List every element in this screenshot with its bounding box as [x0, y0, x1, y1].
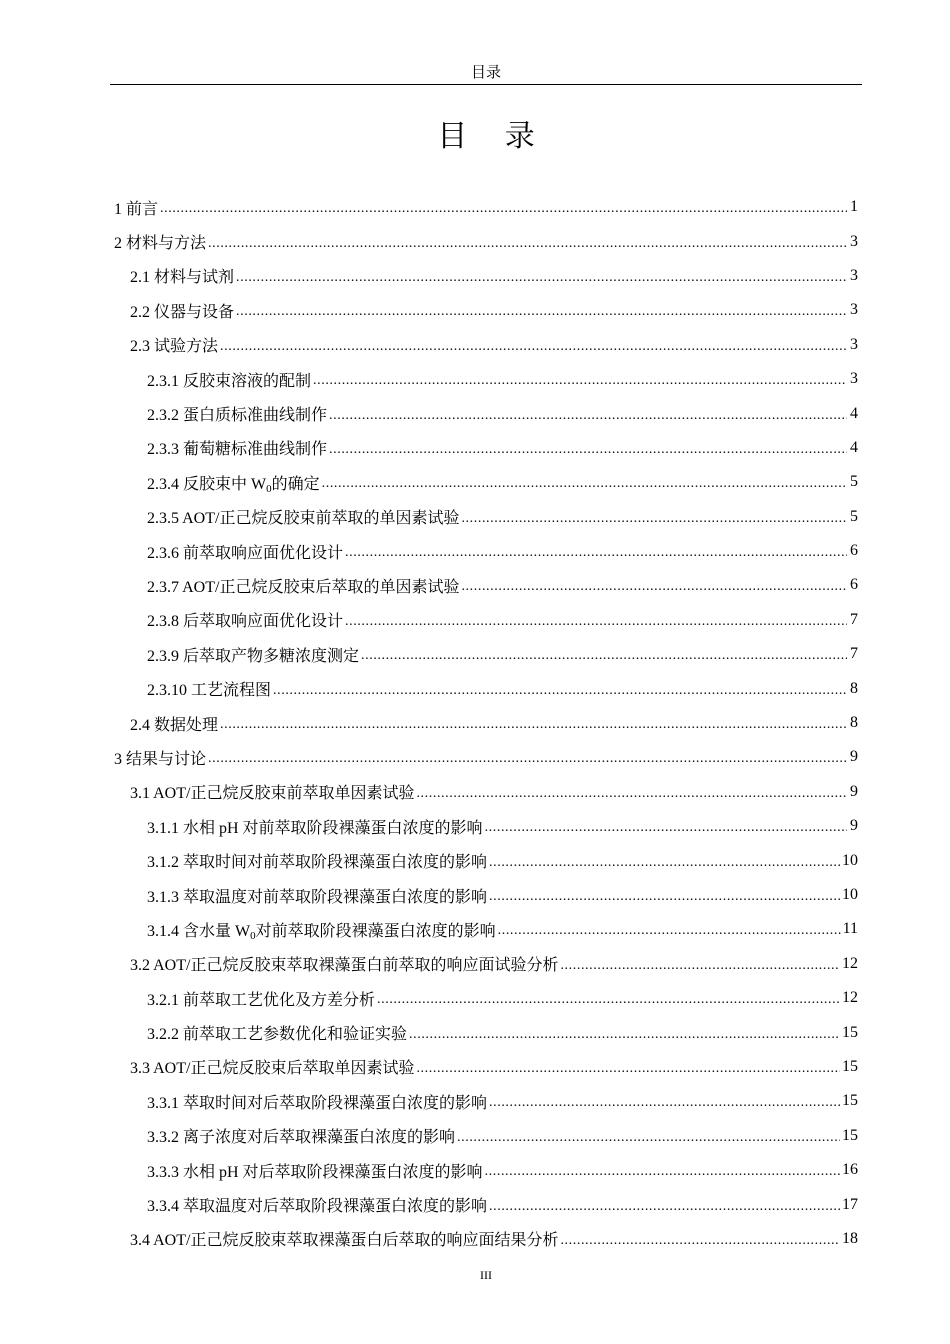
- toc-entry-label: 2.3.2 蛋白质标准曲线制作: [147, 407, 328, 425]
- toc-entry[interactable]: [110, 775, 862, 809]
- toc-entry-label: 3.1 AOT/正己烷反胶束前萃取单因素试验: [130, 785, 415, 803]
- toc-entry[interactable]: [110, 362, 862, 396]
- toc-entry[interactable]: [110, 671, 862, 705]
- dot-leader: [416, 1060, 840, 1076]
- toc-entry-label: 2.2 仪器与设备: [130, 303, 235, 321]
- dot-leader: [560, 957, 840, 973]
- dot-leader: [273, 682, 847, 698]
- toc-entry-page: 15: [842, 1092, 858, 1110]
- dot-leader: [236, 303, 847, 319]
- toc-entry-label: 2.3.1 反胶束溶液的配制: [147, 372, 312, 390]
- toc-entry-label: 2.3 试验方法: [130, 338, 219, 356]
- toc-entry[interactable]: [110, 706, 862, 740]
- toc-entry-label: 3.1.1 水相 pH 对前萃取阶段裸藻蛋白浓度的影响: [147, 819, 483, 837]
- dot-leader: [208, 235, 847, 251]
- toc-entry[interactable]: [110, 328, 862, 362]
- toc-entry-label: 2.3.3 葡萄糖标准曲线制作: [147, 441, 328, 459]
- subscript: 0: [266, 482, 272, 495]
- toc-entry-page: 17: [842, 1195, 858, 1213]
- toc-entry-page: 9: [850, 817, 858, 835]
- toc-entry[interactable]: [110, 1119, 862, 1153]
- dot-leader: [457, 1129, 840, 1145]
- dot-leader: [220, 338, 847, 354]
- toc-entry-label: 2.3.10 工艺流程图: [147, 682, 272, 700]
- toc-entry-label: 3.3.1 萃取时间对后萃取阶段裸藻蛋白浓度的影响: [147, 1094, 488, 1112]
- toc-entry-page: 15: [842, 1023, 858, 1041]
- toc-entry[interactable]: [110, 224, 862, 258]
- toc-entry-label: 3.2.1 前萃取工艺优化及方差分析: [147, 991, 376, 1009]
- running-header: 目录: [470, 65, 501, 81]
- toc-entry[interactable]: [110, 534, 862, 568]
- toc-entry[interactable]: [110, 1050, 862, 1084]
- toc-entry[interactable]: [110, 190, 862, 224]
- toc-entry-label: 3.1.2 萃取时间对前萃取阶段裸藻蛋白浓度的影响: [147, 854, 488, 872]
- dot-leader: [498, 922, 841, 938]
- toc-entry-label: 3.4 AOT/正己烷反胶束萃取裸藻蛋白后萃取的响应面结果分析: [130, 1232, 559, 1250]
- dot-leader: [329, 441, 847, 457]
- dot-leader: [560, 1232, 840, 1248]
- toc-entry-page: 3: [850, 370, 858, 388]
- toc-entry-page: 4: [850, 404, 858, 422]
- toc-list: [110, 190, 862, 1256]
- toc-entry-page: 8: [850, 714, 858, 732]
- dot-leader: [322, 475, 847, 491]
- toc-entry-page: 5: [850, 507, 858, 525]
- toc-entry-page: 3: [850, 232, 858, 250]
- dot-leader: [377, 991, 840, 1007]
- dot-leader: [345, 544, 847, 560]
- dot-leader: [485, 1163, 840, 1179]
- toc-entry-page: 6: [850, 542, 858, 560]
- toc-entry[interactable]: [110, 809, 862, 843]
- dot-leader: [461, 578, 847, 594]
- header-rule: [110, 84, 862, 85]
- toc-entry-label: 2.4 数据处理: [130, 716, 219, 734]
- toc-entry-label: 2.3.4 反胶束中 $W_0$的确定: [147, 475, 320, 495]
- toc-entry-label: 1 前言: [114, 200, 159, 218]
- toc-entry-page: 11: [842, 920, 858, 938]
- dot-leader: [489, 854, 840, 870]
- dot-leader: [489, 1198, 840, 1214]
- toc-entry-page: 18: [842, 1229, 858, 1247]
- toc-entry-label: 2.1 材料与试剂: [130, 269, 235, 287]
- toc-entry[interactable]: [110, 1187, 862, 1221]
- toc-entry-label: 3.3.3 水相 pH 对后萃取阶段裸藻蛋白浓度的影响: [147, 1163, 483, 1181]
- toc-entry[interactable]: [110, 1084, 862, 1118]
- toc-entry[interactable]: [110, 1015, 862, 1049]
- dot-leader: [313, 372, 847, 388]
- toc-entry-page: 8: [850, 679, 858, 697]
- toc-entry-page: 3: [850, 266, 858, 284]
- toc-entry-label: 3.1.3 萃取温度对前萃取阶段裸藻蛋白浓度的影响: [147, 888, 488, 906]
- toc-entry[interactable]: [110, 500, 862, 534]
- toc-entry-page: 12: [842, 954, 858, 972]
- toc-entry-label: 2.3.8 后萃取响应面优化设计: [147, 613, 344, 631]
- toc-entry-label: 3.3.4 萃取温度对后萃取阶段裸藻蛋白浓度的影响: [147, 1198, 488, 1216]
- dot-leader: [236, 269, 847, 285]
- toc-entry-page: 7: [850, 645, 858, 663]
- dot-leader: [409, 1026, 840, 1042]
- dot-leader: [361, 647, 847, 663]
- toc-entry[interactable]: [110, 947, 862, 981]
- toc-entry-label: 2.3.6 前萃取响应面优化设计: [147, 544, 344, 562]
- toc-entry[interactable]: [110, 259, 862, 293]
- toc-entry-page: 10: [842, 851, 858, 869]
- toc-entry[interactable]: [110, 878, 862, 912]
- toc-entry[interactable]: [110, 1153, 862, 1187]
- dot-leader: [345, 613, 847, 629]
- toc-entry[interactable]: [110, 465, 862, 499]
- toc-entry[interactable]: [110, 396, 862, 430]
- toc-entry-label: 3 结果与讨论: [114, 750, 207, 768]
- toc-entry-page: 9: [850, 782, 858, 800]
- toc-entry[interactable]: [110, 568, 862, 602]
- toc-entry-label: 2.3.7 AOT/正己烷反胶束后萃取的单因素试验: [147, 578, 460, 596]
- subscript: 0: [250, 929, 256, 942]
- dot-leader: [489, 1094, 840, 1110]
- toc-entry-label: 2.3.9 后萃取产物多糖浓度测定: [147, 647, 360, 665]
- toc-entry-label: 3.1.4 含水量 $W_0$对前萃取阶段裸藻蛋白浓度的影响: [147, 922, 496, 942]
- toc-entry-page: 12: [842, 989, 858, 1007]
- toc-entry-page: 3: [850, 335, 858, 353]
- toc-entry-label: 2.3.5 AOT/正己烷反胶束前萃取的单因素试验: [147, 510, 460, 528]
- toc-entry-label: 2 材料与方法: [114, 235, 207, 253]
- toc-entry-page: 3: [850, 301, 858, 319]
- toc-entry[interactable]: [110, 293, 862, 327]
- toc-entry[interactable]: [110, 981, 862, 1015]
- toc-entry[interactable]: [110, 912, 862, 946]
- toc-entry-page: 16: [842, 1161, 858, 1179]
- toc-entry[interactable]: [110, 603, 862, 637]
- page-number: III: [480, 1268, 492, 1282]
- toc-entry[interactable]: [110, 843, 862, 877]
- dot-leader: [208, 750, 847, 766]
- toc-entry-page: 15: [842, 1126, 858, 1144]
- dot-leader: [416, 785, 847, 801]
- toc-entry-page: 9: [850, 748, 858, 766]
- toc-entry-label: 3.2.2 前萃取工艺参数优化和验证实验: [147, 1026, 408, 1044]
- dot-leader: [485, 819, 847, 835]
- toc-entry-label: 3.3 AOT/正己烷反胶束后萃取单因素试验: [130, 1060, 415, 1078]
- dot-leader: [461, 510, 847, 526]
- toc-entry[interactable]: [110, 637, 862, 671]
- toc-entry[interactable]: [110, 740, 862, 774]
- toc-entry-page: 15: [842, 1057, 858, 1075]
- toc-entry-page: 4: [850, 438, 858, 456]
- dot-leader: [160, 200, 847, 216]
- dot-leader: [489, 888, 840, 904]
- dot-leader: [220, 716, 847, 732]
- toc-entry-label: 3.3.2 离子浓度对后萃取裸藻蛋白浓度的影响: [147, 1129, 456, 1147]
- toc-entry[interactable]: [110, 1222, 862, 1256]
- toc-entry-label: 3.2 AOT/正己烷反胶束萃取裸藻蛋白前萃取的响应面试验分析: [130, 957, 559, 975]
- toc-entry-page: 7: [850, 610, 858, 628]
- toc-entry-page: 5: [850, 473, 858, 491]
- toc-entry[interactable]: [110, 431, 862, 465]
- toc-entry-page: 6: [850, 576, 858, 594]
- toc-entry-page: 1: [850, 198, 858, 216]
- toc-title: 目 录: [437, 119, 549, 154]
- toc-entry-page: 10: [842, 886, 858, 903]
- dot-leader: [329, 407, 847, 423]
